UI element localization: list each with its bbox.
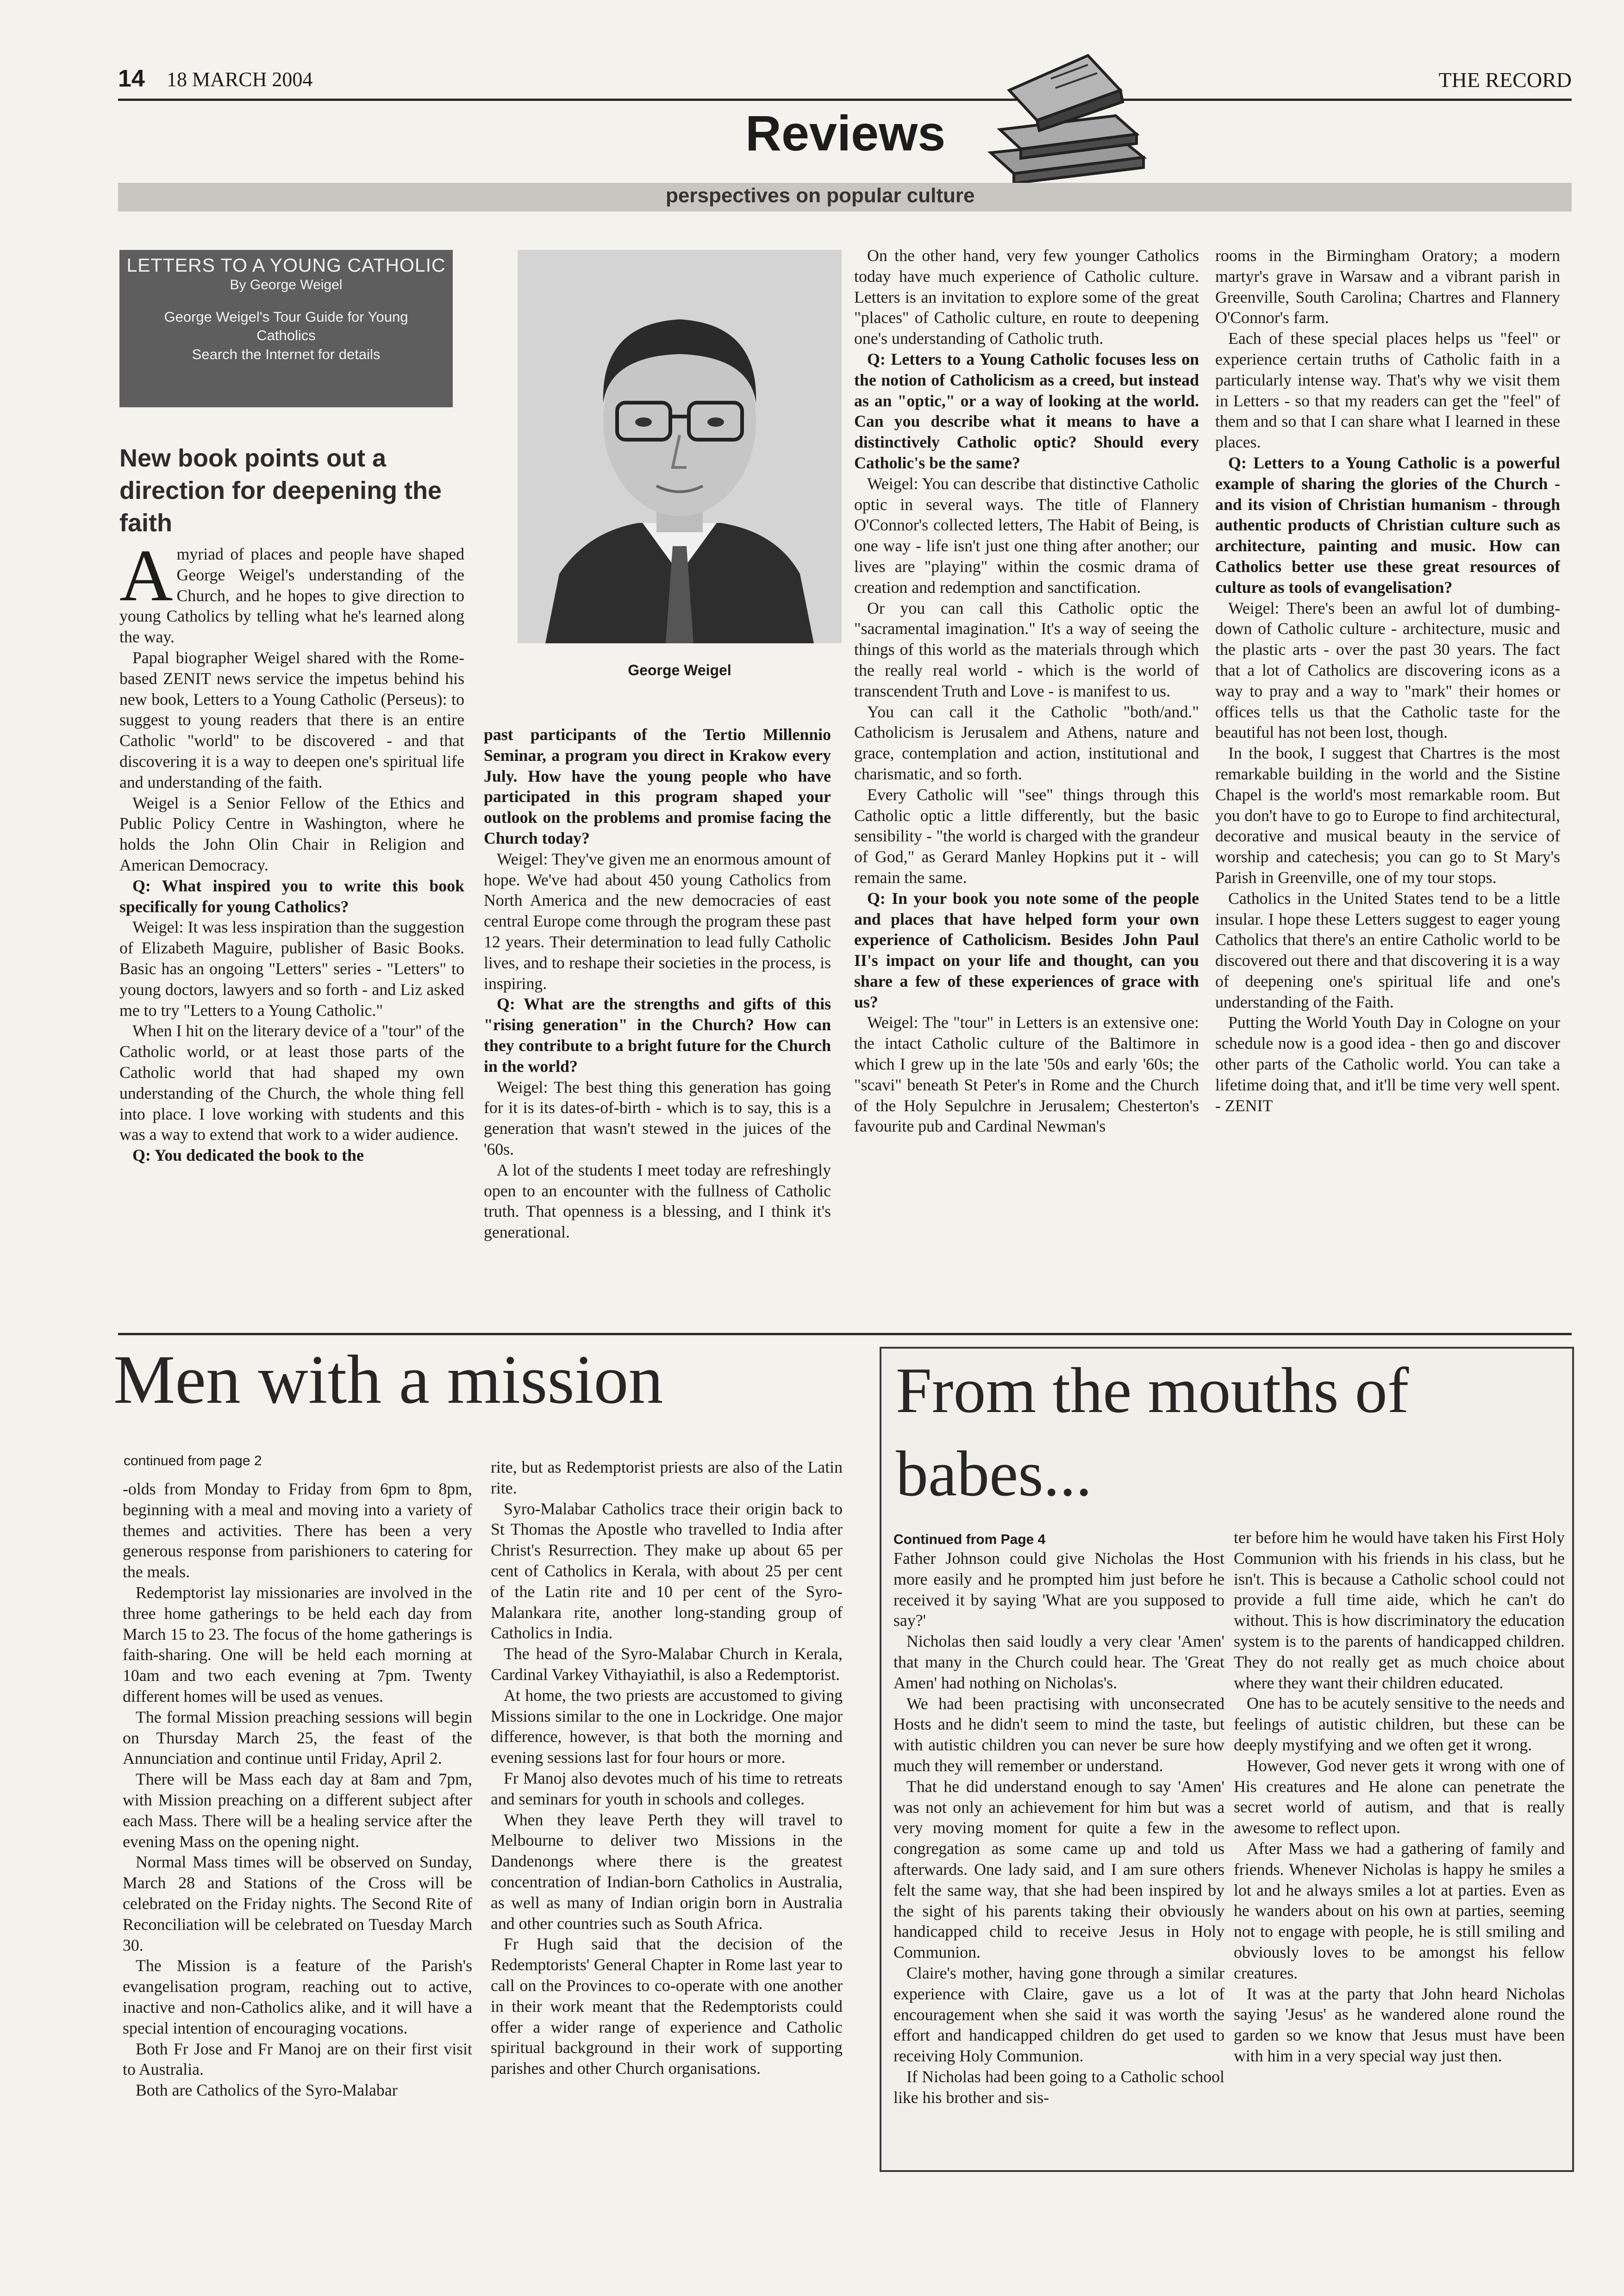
paragraph: However, God never gets it wrong with one of His creatures and He alone can penetrate the secret world of autism, and that is really awesome to reflect upon. bbox=[1234, 1756, 1565, 1837]
paragraph: Weigel: There's been an awful lot of dumbing-down of Catholic culture - architecture, music and the plastic arts - over the past 30 years. The fact that a lot of Catholics are discovering icons as a way to pray and a way to "mark" their homes or offices tells us that the Catholic taste for the beautiful has not been lost, though. bbox=[1215, 598, 1560, 742]
paragraph: Nicholas then said loudly a very clear 'Amen' that many in the Church could hear. The 'Great Amen' had nothing on Nicholas's. bbox=[893, 1632, 1224, 1692]
paragraph: Fr Hugh said that the decision of the Redemptorists' General Chapter in Rome last year to call on the Provinces to co-operate with one another in their work meant that the Redemptorists could offer a wider range of experience and Catholic spiritual background in their work of supporting parishes and other Church organisations. bbox=[491, 1935, 843, 2078]
paragraph: One has to be acutely sensitive to the needs and feelings of autistic children, but these can be deeply mystifying and we often get it wrong. bbox=[1234, 1694, 1565, 1754]
article-column-3 bbox=[854, 245, 1199, 1324]
paragraph: The head of the Syro-Malabar Church in Kerala, Cardinal Varkey Vithayiathil, is also a Redemptorist. bbox=[491, 1644, 843, 1684]
continued-note: Continued from Page 4 bbox=[893, 1532, 1046, 1547]
paragraph: rite, but as Redemptorist priests are also of the Latin rite. bbox=[491, 1458, 843, 1497]
paragraph: ter before him he would have taken his First Holy Communion with his friends in his class, but he isn't. This is because a Catholic school could not provide a full time aide, which he can't do without. This is how discriminatory the education system is to the parents of handicapped children. They do not really get as much choice about where they want their children educated. bbox=[1234, 1528, 1565, 1692]
issue-date: 18 MARCH 2004 bbox=[167, 68, 313, 91]
paragraph: That he did understand enough to say 'Amen' was not only an achievement for him but was a very moving moment for quite a few in the congregation as some came up and told us afterwards. One lady said, and I am sure others felt the same way, that she had been inspired by the sight of his parents taking their obviously handicapped child to receive Jesus in Holy Communion. bbox=[893, 1777, 1224, 1962]
paragraph: We had been practising with unconsecrated Hosts and he didn't seem to mind the taste, but with autistic children you can never be sure how much they will remember or understand. bbox=[893, 1694, 1224, 1775]
paragraph: There will be Mass each day at 8am and 7pm, with Mission preaching on a different subject after each Mass. There will be a healing service after the evening Mass on the opening night. bbox=[123, 1770, 472, 1851]
paragraph: Redemptorist lay missionaries are involved in the three home gatherings to be held each day from March 15 to 23. The focus of the home gatherings is faith-sharing. One will be held each morning at 10am and two each evening at 7pm. Twenty different homes will be used as venues. bbox=[123, 1583, 472, 1705]
book-author: By George Weigel bbox=[230, 277, 343, 292]
paragraph: Putting the World Youth Day in Cologne on your schedule now is a good idea - then go and discover other parts of the Catholic world. You can take a lifetime doing that, and it'll be time very well spent. - ZENIT bbox=[1215, 1013, 1560, 1115]
publication-name: THE RECORD bbox=[1438, 68, 1572, 92]
article-column-2 bbox=[484, 724, 831, 1324]
book-stack-icon bbox=[981, 46, 1153, 185]
paragraph: Father Johnson could give Nicholas the Host more easily and he prompted him just before he received it by saying 'What are you supposed to say?' bbox=[893, 1549, 1224, 1630]
paragraph: rooms in the Birmingham Oratory; a modern martyr's grave in Warsaw and a vibrant parish in Greenville, South Carolina; Chartres and Flannery O'Connor's farm. bbox=[1215, 246, 1560, 327]
article-column-4 bbox=[1215, 245, 1560, 1324]
paragraph: A lot of the students I meet today are refreshingly open to an encounter with the fullness of Catholic truth. That openness is a blessing, and I think it's generational. bbox=[484, 1160, 831, 1242]
article-headline: New book points out a direction for deepening the faith bbox=[119, 444, 442, 537]
paragraph: Q: You dedicated the book to the bbox=[132, 1146, 364, 1165]
paragraph: At home, the two priests are accustomed to giving Missions similar to the one in Lockridge. One major difference, however, is that both the morning and evening sessions last for four hours or more. bbox=[491, 1686, 843, 1767]
paragraph: Normal Mass times will be observed on Sunday, March 28 and Stations of the Cross will be celebrated on the Friday nights. The Second Rite of Reconciliation will be celebrated on Tuesday March 30. bbox=[123, 1853, 472, 1954]
paragraph: On the other hand, very few younger Catholics today have much experience of Catholic culture. Letters is an invitation to explore some of the great "places" of Catholic culture, en route to deepening one's understanding of Catholic truth. bbox=[854, 246, 1199, 348]
paragraph: Catholics in the United States tend to be a little insular. I hope these Letters suggest to eager young Catholics that there's an entire Catholic world to be discovered out there and that discovering it is a way of deepening one's spiritual life and one's understanding of the Faith. bbox=[1215, 889, 1560, 1011]
paragraph: It was at the party that John heard Nicholas saying 'Jesus' as he wandered alone round the garden so we know that Jesus must have been with him in a very special way just then. bbox=[1234, 1984, 1565, 2065]
photo-caption: George Weigel bbox=[628, 662, 731, 678]
page-number: 14 bbox=[118, 65, 145, 92]
author-portrait bbox=[518, 250, 842, 643]
paragraph: In the book, I suggest that Chartres is the most remarkable building in the world and the Sistine Chapel is the world's most remarkable room. But you don't have to go to Europe to find architectural, decorative and musical beauty in the service of worship and catechesis; you can go to St Mary's Parish in Greenville, one of my tour stops. bbox=[1215, 744, 1560, 887]
section-subtitle: perspectives on popular culture bbox=[666, 184, 975, 207]
paragraph: -olds from Monday to Friday from 6pm to 8pm, beginning with a meal and moving into a variety of themes and activities. There has been a very generous response from parishioners to catering for the meals. bbox=[123, 1480, 472, 1581]
paragraph: Q: What are the strengths and gifts of this "rising generation" in the Church? How can they contribute to a bright future for the Church in the world? bbox=[484, 995, 831, 1076]
paragraph: Every Catholic will "see" things through this Catholic optic a little differently, but the basic sensibility - "the world is charged with the grandeur of God," as Gerard Manley Hopkins put it - will remain the same. bbox=[854, 785, 1199, 887]
babes-headline: From the mouths of babes... bbox=[896, 1355, 1409, 1510]
paragraph: When they leave Perth they will travel to Melbourne to deliver two Missions in the Dandenongs where there is the greatest concentration of Indian-born Catholics in Australia, as well as many of Indian origin born in Australia and other countries such as South Africa. bbox=[491, 1810, 843, 1933]
continued-note: continued from page 2 bbox=[124, 1453, 262, 1468]
book-info-box bbox=[119, 250, 453, 407]
section-title: Reviews bbox=[745, 105, 946, 161]
paragraph: When I hit on the literary device of a "tour" of the Catholic world, or at least those parts of the Catholic world that had shaped my own understanding of the Church, the whole thing fell into place. I love working with students and this was a way to extend that work to a wider audience. bbox=[119, 1021, 464, 1144]
mission-column-1 bbox=[123, 1479, 472, 2201]
header-rule bbox=[118, 99, 1572, 101]
paragraph: Both are Catholics of the Syro-Malabar bbox=[136, 2081, 398, 2100]
paragraph: The formal Mission preaching sessions will begin on Thursday March 25, the feast of the Annunciation and continue until Friday, April 2. bbox=[123, 1707, 472, 1768]
paragraph: Q: Letters to a Young Catholic focuses less on the notion of Catholicism as a creed, but instead as an "optic," or a way of looking at the world. Can you describe what it means to have a distinctively Catholic optic? Should every Catholic's be the same? bbox=[854, 349, 1199, 472]
paragraph: The Mission is a feature of the Parish's evangelisation program, reaching out to active, inactive and non-Catholics alike, and it will have a special intention of encouraging vocations. bbox=[123, 1956, 472, 2037]
section-divider bbox=[118, 1333, 1572, 1335]
book-description: George Weigel's Tour Guide for Young Catholics Search the Internet for details bbox=[164, 309, 408, 362]
paragraph: If Nicholas had been going to a Catholic school like his brother and sis- bbox=[893, 2067, 1224, 2107]
paragraph: Weigel is a Senior Fellow of the Ethics and Public Policy Centre in Washington, where he holds the John Olin Chair in Religion and American Democracy. bbox=[119, 793, 464, 874]
paragraph: Q: In your book you note some of the people and places that have helped form your own experience of Catholicism. Besides John Paul II's impact on your life and thought, can you share a few of these experiences of grace with us? bbox=[854, 889, 1199, 1011]
paragraph: Or you can call this Catholic optic the "sacramental imagination." It's a way of seeing the things of this world as the materials through which the really real world - which is the world of transcendent Truth and Love - is manifest to us. bbox=[854, 598, 1199, 700]
paragraph: Both Fr Jose and Fr Manoj are on their first visit to Australia. bbox=[123, 2039, 472, 2079]
paragraph: You can call it the Catholic "both/and." Catholicism is Jerusalem and Athens, nature and grace, contemplation and action, institutional and charismatic, and so forth. bbox=[854, 702, 1199, 783]
paragraph: Fr Manoj also devotes much of his time to retreats and seminars for youth in schools and colleges. bbox=[491, 1768, 843, 1808]
paragraph: Weigel: They've given me an enormous amount of hope. We've had about 450 young Catholics from North America and the new democracies of east central Europe come through the program these past 12 years. Their determination to lead fully Catholic lives, and to reshape their societies in the process, is inspiring. bbox=[484, 849, 831, 993]
paragraph: myriad of places and people have shaped George Weigel's understanding of the Church, and he hopes to give direction to young Catholics by telling what he's learned along the way. bbox=[119, 545, 464, 647]
paragraph: Claire's mother, having gone through a similar experience with Claire, gave us a lot of encouragement when she said it was worth the effort and handicapped children do get used to receiving Holy Communion. bbox=[893, 1963, 1224, 2066]
mission-column-2 bbox=[491, 1457, 843, 2202]
mission-headline: Men with a mission bbox=[113, 1341, 663, 1418]
paragraph: Weigel: It was less inspiration than the suggestion of Elizabeth Maguire, publisher of Basic Books. Basic has an ongoing "Letters" series - "Letters" to young doctors, lawyers and so forth - and Liz asked me to try "Letters to a Young Catholic." bbox=[119, 918, 464, 1020]
paragraph: Weigel: The "tour" in Letters is an extensive one: the intact Catholic culture of the Baltimore in which I grew up in the late '50s and early '60s; the "scavi" beneath St Peter's in Rome and the Church of the Holy Sepulchre in Jerusalem; Chesterton's favourite pub and Cardinal Newman's bbox=[854, 1013, 1199, 1136]
paragraph: Weigel: The best thing this generation has going for it is its dates-of-birth - which is to say, this is a generation that wasn't stewed in the juices of the '60s. bbox=[484, 1077, 831, 1158]
paragraph: Q: What inspired you to write this book specifically for young Catholics? bbox=[119, 876, 464, 916]
paragraph: Weigel: You can describe that distinctive Catholic optic in several ways. The title of Flannery O'Connor's collected letters, The Habit of Being, is one way - life isn't just one thing after another; our lives are "playing" within the cosmic drama of creation and redemption and sanctification. bbox=[854, 474, 1199, 597]
paragraph: past participants of the Tertio Millennio Seminar, a program you direct in Krakow every July. How have the young people who have participated in this program shaped your outlook on the problems and promise facing the Church today? bbox=[484, 725, 831, 847]
paragraph: After Mass we had a gathering of family and friends. Whenever Nicholas is happy he smiles a lot and he always smiles a lot at parties. Even as he wanders about on his own at parties, seeming not to engage with people, he is still smiling and obviously loves to be amongst his fellow creatures. bbox=[1234, 1839, 1565, 1982]
drop-cap: A bbox=[119, 544, 173, 616]
paragraph: Syro-Malabar Catholics trace their origin back to St Thomas the Apostle who travelled to India after Christ's Resurrection. They make up about 65 per cent of Catholics in Kerala, with about 25 per cent of the Latin rite and 10 per cent of the Syro-Malankara rite, another long-standing group of Catholics in India. bbox=[491, 1499, 843, 1643]
babes-column-1 bbox=[893, 1548, 1224, 2164]
article-column-1 bbox=[119, 544, 464, 1321]
babes-column-2 bbox=[1234, 1527, 1565, 2164]
paragraph: Papal biographer Weigel shared with the Rome-based ZENIT news service the impetus behind his new book, Letters to a Young Catholic (Perseus): to suggest to young readers that there is an entire Catholic "world" to be discovered - and that discovering it is a way to deepen one's spiritual life and understanding of the faith. bbox=[119, 648, 464, 791]
paragraph: Each of these special places helps us "feel" or experience certain truths of Catholic faith in a particularly intense way. That's why we visit them in Letters - so that my readers can get the "feel" of them and so that I can share what I learned in these places. bbox=[1215, 329, 1560, 452]
book-title: LETTERS TO A YOUNG CATHOLIC bbox=[126, 255, 446, 276]
paragraph: Q: Letters to a Young Catholic is a powerful example of sharing the glories of the Church - and its vision of Christian humanism - through authentic products of Christian culture such as architecture, painting and music. How can Catholics better use these great resources of culture as tools of evangelisation? bbox=[1215, 453, 1560, 597]
